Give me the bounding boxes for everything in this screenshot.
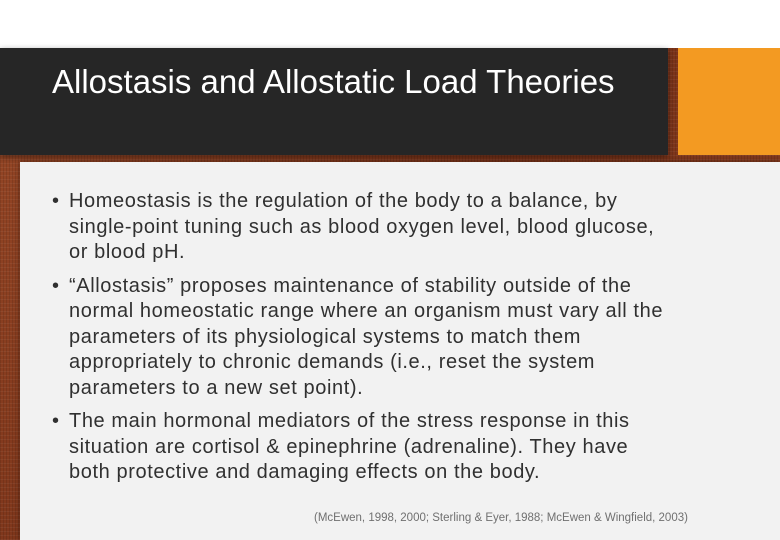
top-strip [0,0,780,48]
bullet-item [52,274,672,402]
bullet-marker: • [52,274,60,297]
slide-title: Allostasis and Allostatic Load Theories [52,63,615,100]
accent-block [678,48,780,155]
bullet-text: “Allostasis” proposes maintenance of stability outside of the normal homeostatic range where an organism must vary all the parameters of its physiological systems to match them appropriately to chronic demands (i.e., reset the system parameters to a new set point). [69,274,664,399]
bullet-text: The main hormonal mediators of the stress response in this situation are cortisol & epinephrine (adrenaline). They have both protective and damaging effects on the body. [69,410,630,483]
bullet-list [52,189,672,494]
bullet-marker: • [52,190,60,212]
citation: (McEwen, 1998, 2000; Sterling & Eyer, 1988; McEwen & Wingfield, 2003) [314,512,688,524]
bullet-item [52,189,672,266]
bullet-text: Homeostasis is the regulation of the body to a balance, by single-point tuning such as blood oxygen level, blood glucose, or blood pH. [69,190,655,263]
bullet-item [52,409,672,486]
bullet-marker: • [52,410,60,432]
